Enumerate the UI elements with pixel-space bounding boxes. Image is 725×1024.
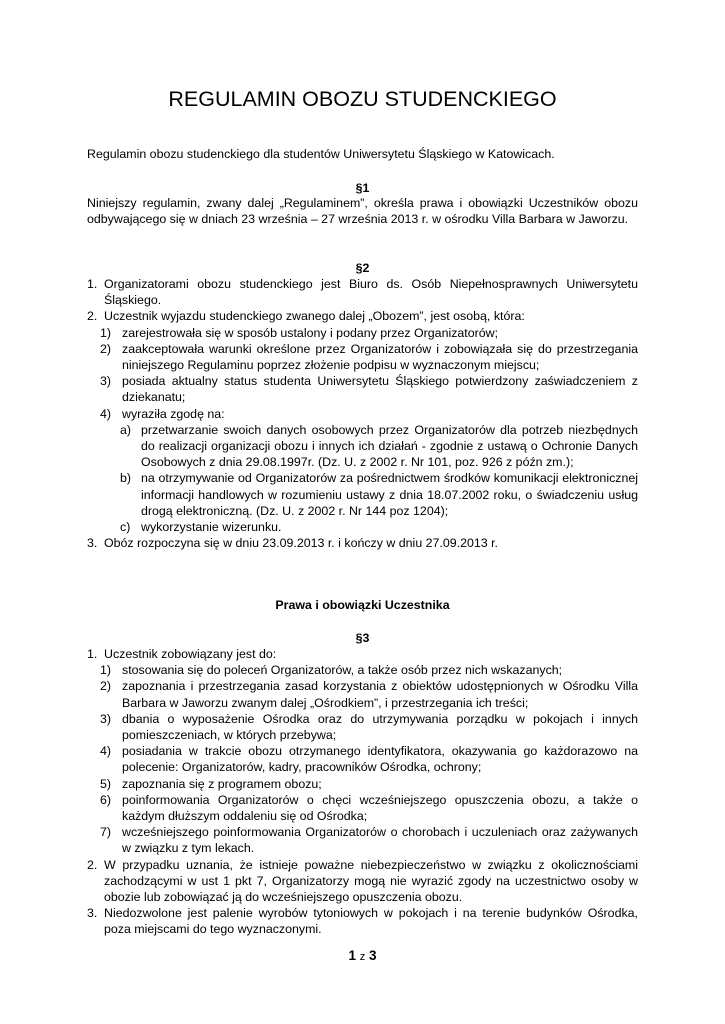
list-item: 2. W przypadku uznania, że istnieje poważne niebezpieczeństwo w związku z okolicznościami zachodzącymi w ust 1 pkt 7, Organizatorzy mogą nie wyrazić zgody na uczestnictwo osoby w obozie lub zobowiązać ją do wcześniejszego opuszczenia obozu. — [87, 857, 638, 905]
list-item: 3) posiada aktualny status studenta Uniwersytetu Śląskiego potwierdzony zaświadczeniem z dziekanatu; — [100, 374, 638, 405]
list-item: 2) zapoznania i przestrzegania zasad korzystania z obiektów udostępnionych w Ośrodku Villa Barbara w Jaworzu zwanym dalej „Ośrodkiem”, i przestrzegania ich treści; — [100, 679, 638, 710]
list-item: 3. Obóz rozpoczyna się w dniu 23.09.2013 r. i kończy w dniu 27.09.2013 r. — [87, 536, 498, 551]
page-total: 3 — [369, 948, 377, 963]
list-item: 4) wyraziła zgodę na: — [100, 406, 225, 421]
page-separator: z — [359, 951, 366, 963]
list-item: b) na otrzymywanie od Organizatorów za pośrednictwem środków komunikacji elektronicznej informacji handlowych w rozumieniu ustawy z dnia 18.07.2002 roku, o świadczeniu usług drogą elektroniczną. (Dz. U. z 2002 r. Nr 144 poz 1204); — [120, 471, 638, 518]
list-item: 5) zapoznania się z programem obozu; — [100, 776, 322, 791]
section-1-heading: §1 — [355, 181, 370, 195]
list-item: 1) stosowania się do poleceń Organizatorów, a także osób przez nich wskazanych; — [100, 663, 563, 678]
list-item: 1. Uczestnik zobowiązany jest do: — [87, 647, 277, 661]
intro-paragraph: Regulamin obozu studenckiego dla studentów Uniwersytetu Śląskiego w Katowicach. — [87, 147, 555, 161]
section-3-list — [87, 646, 638, 938]
page-current: 1 — [348, 948, 356, 963]
page-title: REGULAMIN OBOZU STUDENCKIEGO — [168, 87, 557, 111]
rights-heading: Prawa i obowiązki Uczestnika — [275, 598, 450, 612]
section-2-heading: §2 — [355, 261, 370, 275]
list-item: 2) zaakceptowała warunki określone przez Organizatorów i zobowiązała się do przestrzegania niniejszego Regulaminu poprzez złożenie podpisu w wyznaczonym miejscu; — [100, 341, 638, 373]
list-item: 2. Uczestnik wyjazdu studenckiego zwanego dalej „Obozem”, jest osobą, która: — [87, 309, 525, 324]
list-item: 4) posiadania w trakcie obozu otrzymanego identyfikatora, okazywania go każdorazowo na polecenie: Organizatorów, kadry, pracowników Ośrodka, ochrony; — [100, 744, 638, 775]
section-3-heading: §3 — [355, 631, 370, 645]
list-item: 3) dbania o wyposażenie Ośrodka oraz do utrzymywania porządku w pokojach i innych pomieszczeniach, w których przebywa; — [100, 711, 638, 743]
section-2-list — [87, 276, 638, 551]
list-item: a) przetwarzanie swoich danych osobowych przez Organizatorów dla potrzeb niezbędnych do realizacji organizacji obozu i innych ich działań - zgodnie z ustawą o Ochronie Danych Osobowych z dnia 29.08.1997r. (Dz. U. z 2002 r. Nr 101, poz. 926 z późn zm.); — [120, 422, 638, 470]
list-item: 1. Organizatorami obozu studenckiego jest Biuro ds. Osób Niepełnosprawnych Uniwersytetu Śląskiego. — [87, 277, 638, 308]
list-item: 3. Niedozwolone jest palenie wyrobów tytoniowych w pokojach i na terenie budynków Ośrodka, poza miejscami do tego wyznaczonymi. — [87, 906, 638, 937]
section-1-text: Niniejszy regulamin, zwany dalej „Regulaminem”, określa prawa i obowiązki Uczestników obozu odbywającego się w dniach 23 września – 27 września 2013 r. w ośrodku Villa Barbara w Jaworzu. — [87, 196, 638, 227]
list-item: c) wykorzystanie wizerunku. — [120, 520, 282, 535]
list-item: 7) wcześniejszego poinformowania Organizatorów o chorobach i uczuleniach oraz zażywanych w związku z tym lekach. — [100, 825, 638, 856]
list-item: 6) poinformowania Organizatorów o chęci wcześniejszego opuszczenia obozu, a także o każdym dłuższym oddaleniu się od Ośrodka; — [100, 792, 638, 824]
list-item: 1) zarejestrowała się w sposób ustalony i podany przez Organizatorów; — [100, 325, 499, 340]
page-number — [0, 948, 725, 965]
